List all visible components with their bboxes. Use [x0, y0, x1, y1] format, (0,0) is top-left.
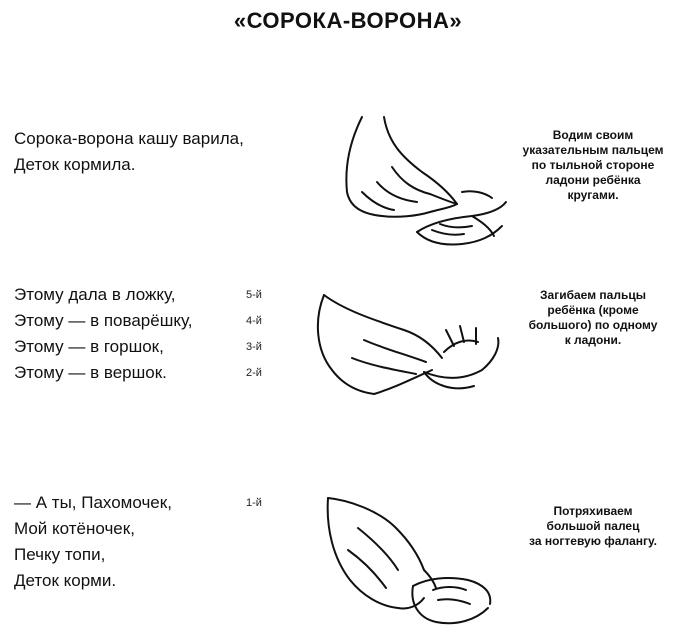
hands-bending-fingers-icon [304, 290, 504, 400]
page-title: «СОРОКА-ВОРОНА» [233, 8, 463, 33]
verse-line: Печку топи, [14, 545, 106, 564]
verse-block-3 [14, 490, 172, 594]
verse-line: Деток корми. [14, 571, 117, 590]
hands-circling-icon [322, 112, 512, 262]
finger-label: 2-й [246, 367, 262, 379]
hands-shaking-thumb-icon [318, 488, 498, 628]
verse-line: Этому — в вершок. [14, 363, 167, 382]
verse-block-1 [14, 126, 244, 178]
finger-numbers-3 [246, 490, 262, 516]
verse-line: Этому — в поварёшку, [14, 311, 193, 330]
finger-numbers-2 [246, 282, 262, 386]
verse-line: Мой котёночек, [14, 519, 135, 538]
verse-line: Сорока-ворона кашу варила, [14, 129, 244, 148]
finger-label: 3-й [246, 341, 262, 353]
finger-label: 4-й [246, 315, 262, 327]
instruction-note-2: Загибаем пальцы ребёнка (кроме большого) по одному к ладони. [528, 288, 658, 347]
verse-line: — А ты, Пахомочек, [14, 493, 172, 512]
finger-label: 1-й [246, 497, 262, 509]
verse-line: Этому дала в ложку, [14, 285, 176, 304]
verse-line: Деток кормила. [14, 155, 136, 174]
verse-block-2 [14, 282, 193, 386]
finger-label: 5-й [246, 289, 262, 301]
verse-line: Этому — в горшок, [14, 337, 164, 356]
instruction-note-1: Водим своим указательным пальцем по тыльной стороне ладони ребёнка кругами. [522, 128, 664, 202]
instruction-note-3: Потряхиваем большой палец за ногтевую фалангу. [529, 504, 657, 548]
